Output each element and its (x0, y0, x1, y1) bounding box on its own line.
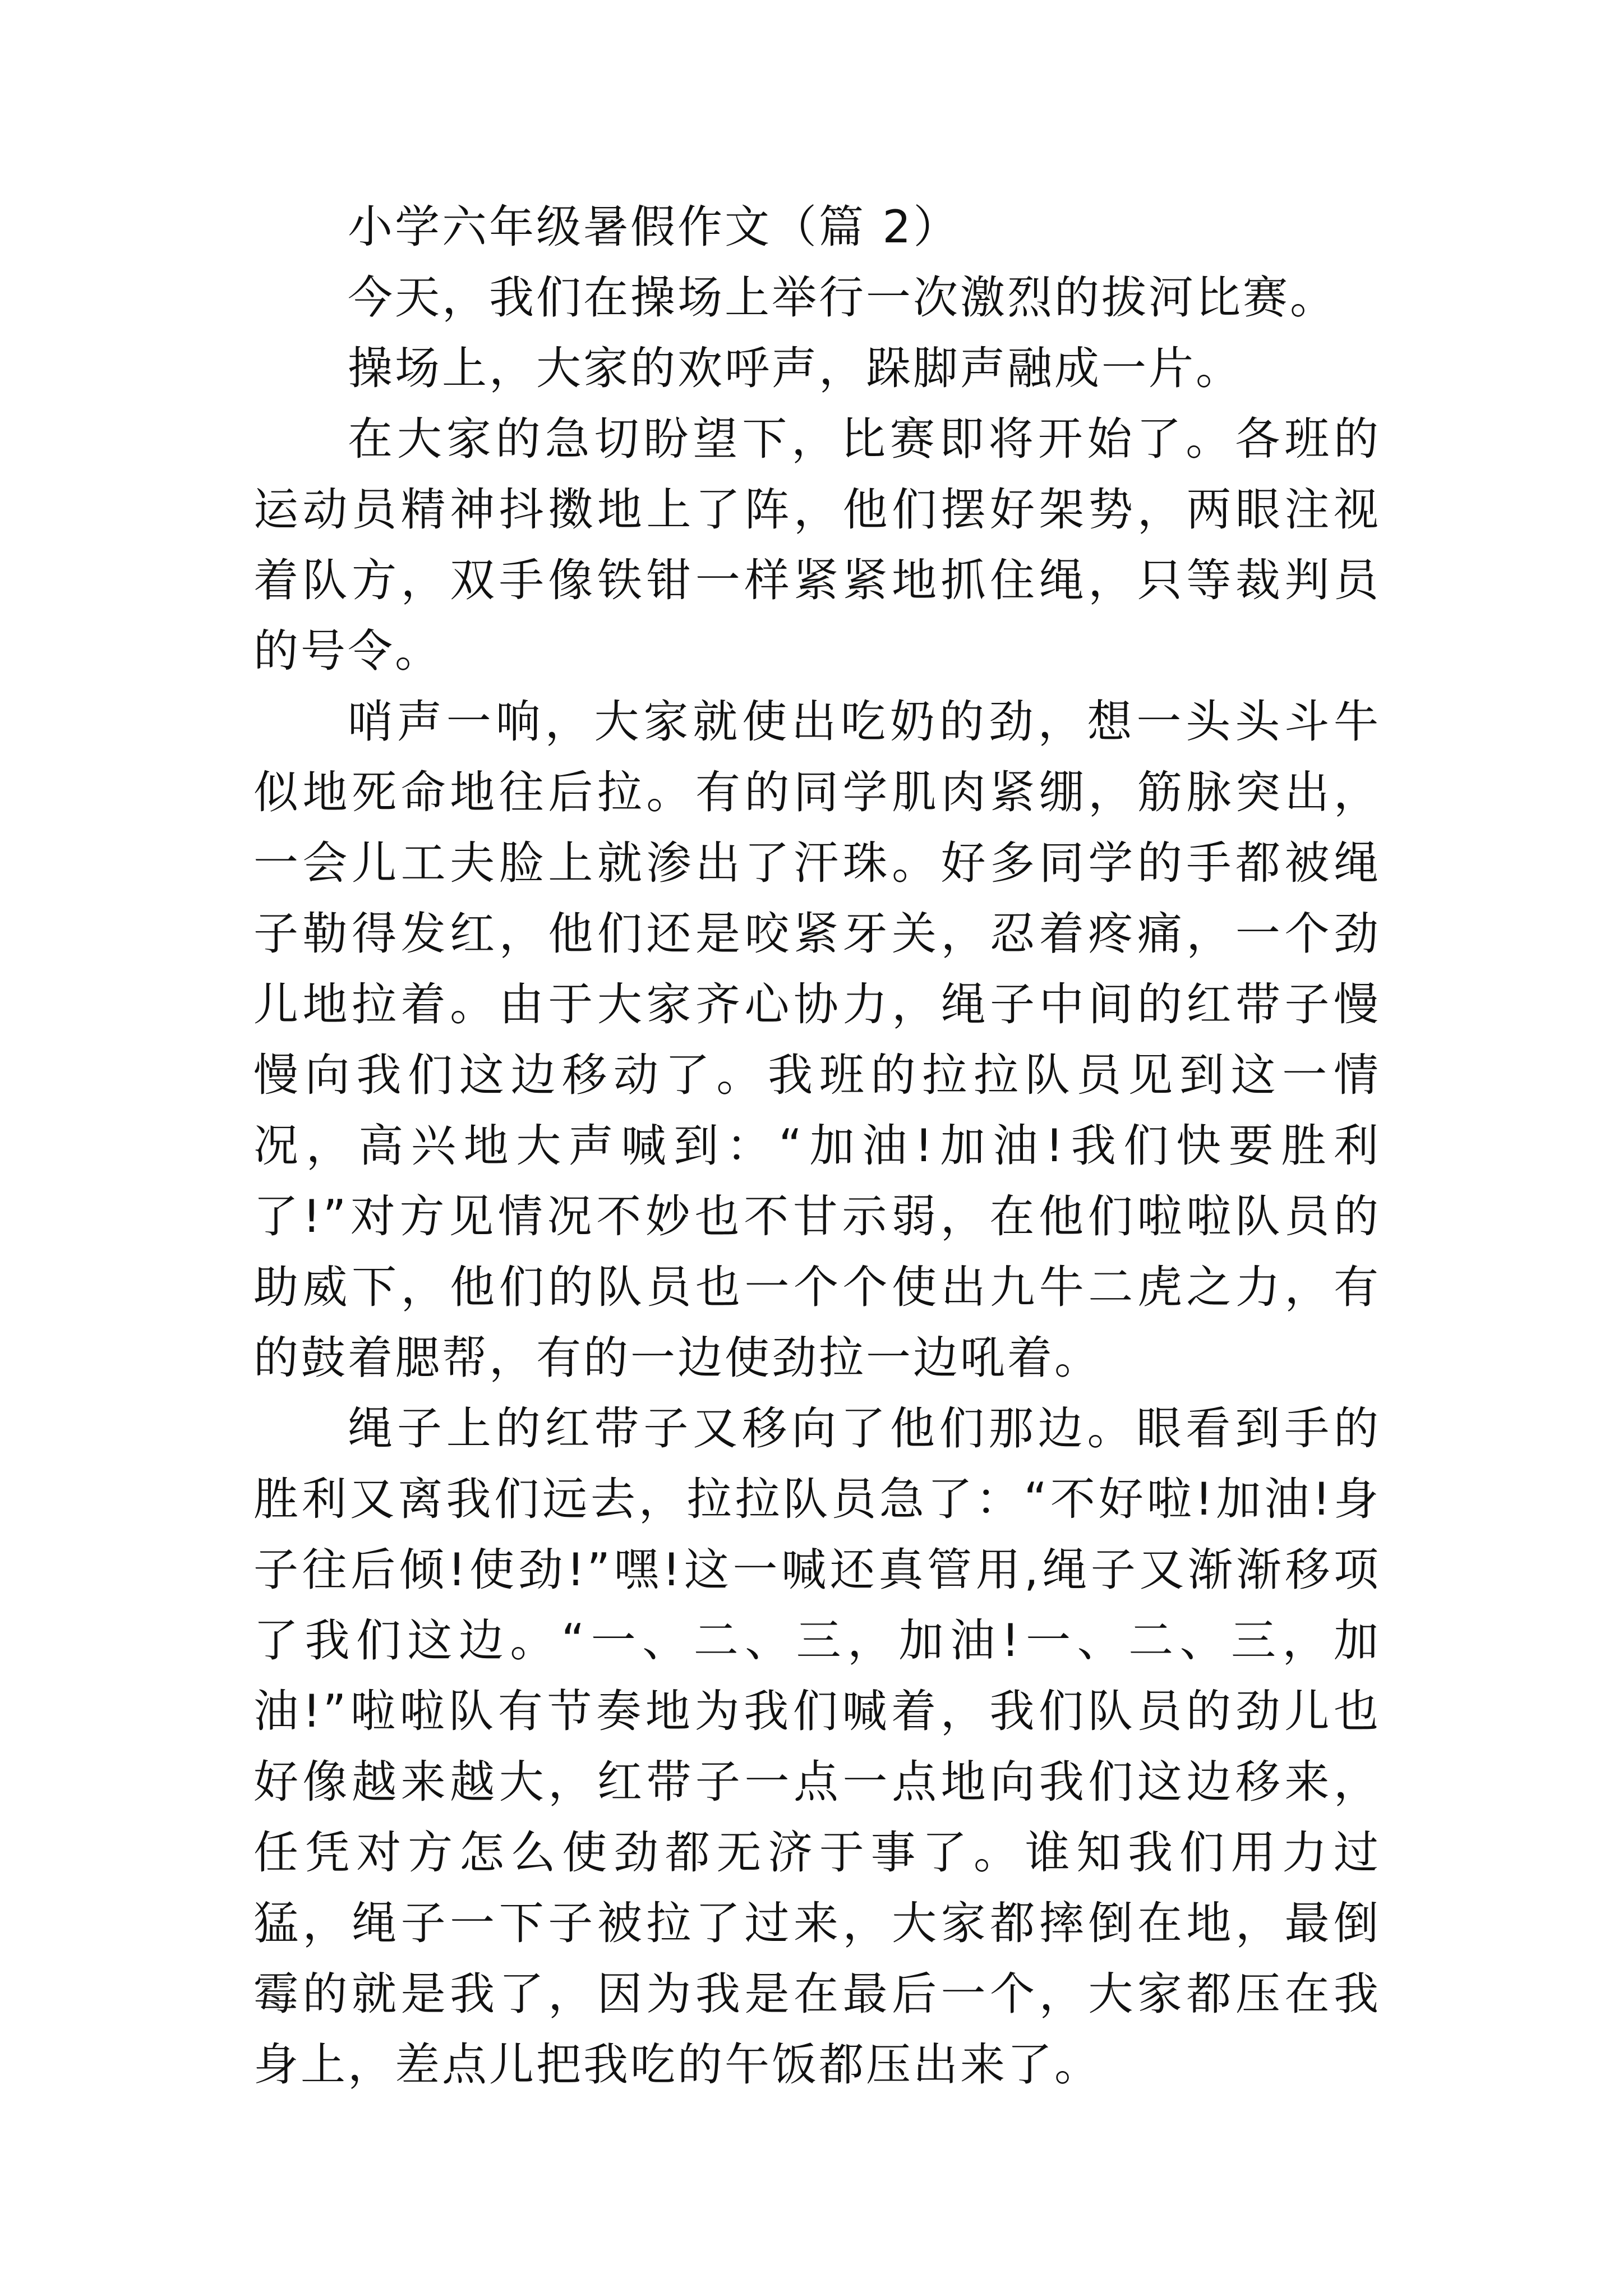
paragraph-4: 哨声一响，大家就使出吃奶的劲，想一头头斗牛似地死命地往后拉。有的同学肌肉紧绷，筋脉突出，一会儿工夫脸上就渗出了汗珠。好多同学的手都被绳子勒得发红，他们还是咬紧牙关，忍着疼痛，一个劲儿地拉着。由于大家齐心协力，绳子中间的红带子慢慢向我们这边移动了。我班的拉拉队员见到这一情况，高兴地大声喊到：“加油!加油!我们快要胜利了!”对方见情况不妙也不甘示弱，在他们啦啦队员的助威下，他们的队员也一个个使出九牛二虎之力，有的鼓着腮帮，有的一边使劲拉一边吼着。 (253, 696, 1381, 1384)
document-body (253, 192, 1381, 2100)
paragraph-2: 操场上，大家的欢呼声，跺脚声融成一片。 (348, 342, 1243, 394)
document-title: 小学六年级暑假作文（篇 2） (348, 201, 961, 253)
paragraph-1: 今天，我们在操场上举行一次激烈的拔河比赛。 (348, 272, 1337, 324)
paragraph-5: 绳子上的红带子又移向了他们那边。眼看到手的胜利又离我们远去，拉拉队员急了：“不好啦!加油!身子往后倾!使劲!”嘿!这一喊还真管用,绳子又渐渐移项了我们这边。“一、二、三，加油!一、二、三，加油!”啦啦队有节奏地为我们喊着，我们队员的劲儿也好像越来越大，红带子一点一点地向我们这边移来，任凭对方怎么使劲都无济于事了。谁知我们用力过猛，绳子一下子被拉了过来，大家都摔倒在地，最倒霉的就是我了，因为我是在最后一个，大家都压在我身上，差点儿把我吃的午饭都压出来了。 (253, 1402, 1381, 2091)
paragraph-3: 在大家的急切盼望下，比赛即将开始了。各班的运动员精神抖擞地上了阵，他们摆好架势，两眼注视着队方，双手像铁钳一样紧紧地抓住绳，只等裁判员的号令。 (253, 413, 1381, 677)
